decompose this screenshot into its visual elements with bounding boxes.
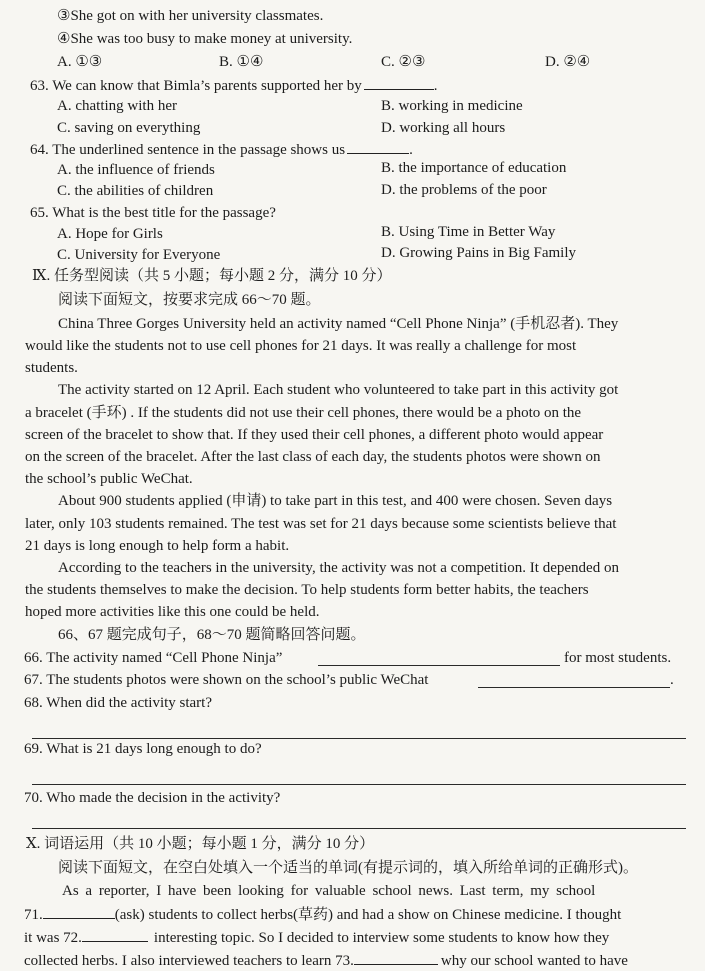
q63-blank [364,75,434,90]
q69-question: 69. What is 21 days long enough to do? [24,741,262,757]
passage-p2-line5: the school’s public WeChat. [25,471,193,487]
passage-p3-line3: 21 days is long enough to help form a habit. [25,538,290,554]
q64-a: A. the influence of friends [57,162,215,178]
section-9-instruction: 阅读下面短文，按要求完成 66～70 题。 [58,292,321,308]
passage2-line2: 71. (ask) students to collect herbs(草药) and had a show on Chinese medicine. I thought [24,904,621,925]
q68-question: 68. When did the activity start? [24,695,213,711]
section-9-heading: Ⅸ. 任务型阅读（共 5 小题；每小题 2 分，满分 10 分） [32,268,392,284]
q65-stem: 65. What is the best title for the passage? [30,205,276,221]
section-9-instruction-2: 66、67 题完成句子，68～70 题简略回答问题。 [58,627,366,643]
blank-71[interactable] [43,904,115,919]
passage-p3-line2: later, only 103 students remained. The test was set for 21 days because some scientists believe that [25,516,617,532]
choice-d: D. ②④ [545,54,591,70]
passage-p4-line1: According to the teachers in the university, the activity was not a competition. It depended on [58,560,619,576]
section-10-heading: Ⅹ. 词语运用（共 10 小题；每小题 1 分，满分 10 分） [26,836,375,852]
q63-a: A. chatting with her [57,98,177,114]
q69-answer-line[interactable] [32,784,686,785]
q67-answer-blank[interactable] [478,687,670,688]
q64-blank [347,139,409,154]
blank-73[interactable] [354,950,438,965]
q70-answer-line[interactable] [32,828,686,829]
passage-p1-line2: would like the students not to use cell phones for 21 days. It was really a challenge for most [25,338,577,354]
q63-stem: 63. We can know that Bimla’s parents supported her by . [30,75,438,96]
passage-p2-line1: The activity started on 12 April. Each student who volunteered to take part in this activity got [58,382,619,398]
choice-c: C. ②③ [381,54,426,70]
passage2-line4: collected herbs. I also interviewed teachers to learn 73. why our school wanted to have [24,950,628,971]
section-10-instruction: 阅读下面短文，在空白处填入一个适当的单词(有提示词的，填入所给单词的正确形式)。 [58,860,638,876]
passage-p4-line2: the students themselves to make the decision. To help students form better habits, the teachers [25,582,589,598]
passage-p1-line3: students. [25,360,78,376]
q65-c: C. University for Everyone [57,247,221,263]
q67-stem-part1: 67. The students photos were shown on the school’s public WeChat [24,672,429,688]
choice-a: A. ①③ [57,54,103,70]
passage2-line3: it was 72. interesting topic. So I decided to interview some students to know how they [24,927,609,948]
passage-p1-line1: China Three Gorges University held an activity named “Cell Phone Ninja” (手机忍者). They [58,316,619,332]
q65-b: B. Using Time in Better Way [381,224,556,240]
q63-d: D. working all hours [381,120,506,136]
q64-c: C. the abilities of children [57,183,214,199]
passage2-line1: As a reporter, I have been looking for valuable school news. Last term, my school [62,883,596,899]
q66-answer-blank[interactable] [318,665,560,666]
q67-stem-part2: . [670,672,674,688]
q65-d: D. Growing Pains in Big Family [381,245,577,261]
q64-stem: 64. The underlined sentence in the passage shows us . [30,139,413,160]
passage-p2-line2: a bracelet (手环) . If the students did not use their cell phones, there would be a photo on the [25,405,582,421]
passage-p3-line1: About 900 students applied (申请) to take part in this test, and 400 were chosen. Seven days [58,493,613,509]
q63-b: B. working in medicine [381,98,523,114]
passage-p2-line4: on the screen of the bracelet. After the last class of each day, the students photos were shown on [25,449,601,465]
option-4: ④She was too busy to make money at university. [57,31,353,47]
q64-d: D. the problems of the poor [381,182,547,198]
q63-c: C. saving on everything [57,120,201,136]
choice-b: B. ①④ [219,54,264,70]
q70-question: 70. Who made the decision in the activity? [24,790,281,806]
q66-stem-part1: 66. The activity named “Cell Phone Ninja” [24,650,283,666]
passage-p2-line3: screen of the bracelet to show that. If they used their cell phones, a different photo would appear [25,427,604,443]
passage-p4-line3: hoped more activities like this one could be held. [25,604,320,620]
q64-b: B. the importance of education [381,160,567,176]
blank-72[interactable] [82,927,148,942]
option-3: ③She got on with her university classmates. [57,8,324,24]
q65-a: A. Hope for Girls [57,226,163,242]
q66-stem-part2: for most students. [564,650,672,666]
